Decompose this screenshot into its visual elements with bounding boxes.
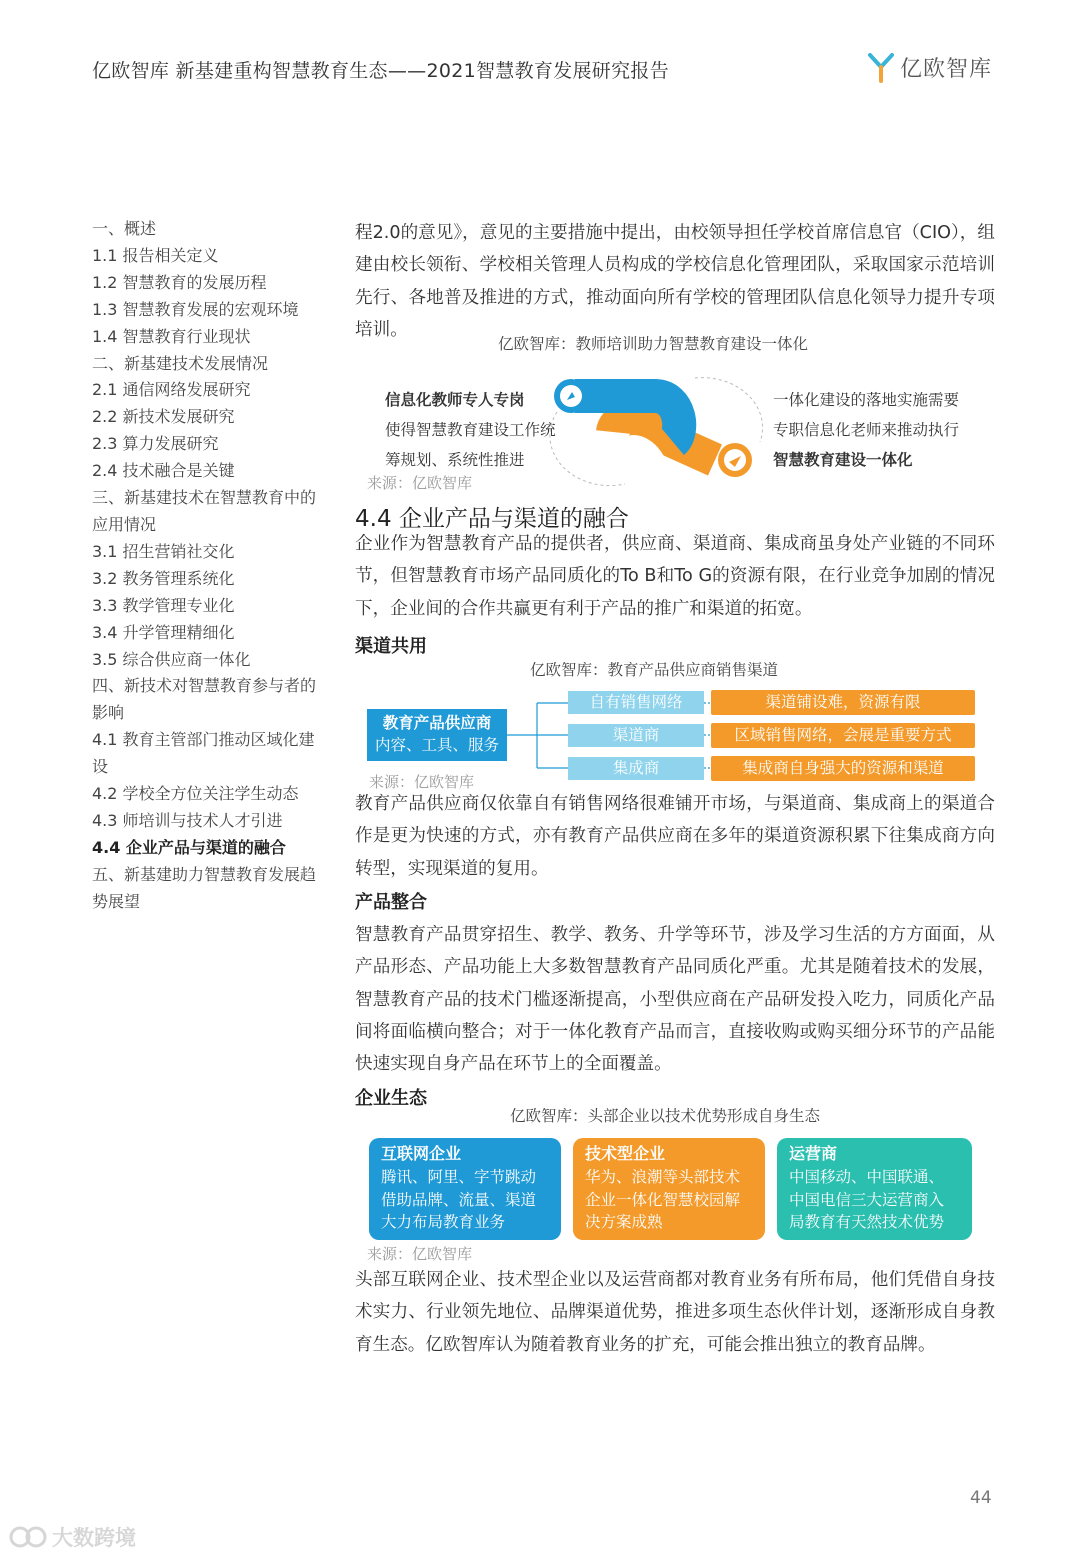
- watermark: [8, 1522, 136, 1552]
- channel-paragraph: 教育产品供应商仅依靠自有销售网络很难铺开市场，与渠道商、集成商上的渠道合作是更为快速的方式，亦有教育产品供应商在多年的渠道资源积累下往集成商方向转型，实现渠道的复用。: [355, 794, 995, 879]
- card-line: 腾讯、阿里、字节跳动: [381, 1168, 537, 1186]
- report-header-title: 亿欧智库 新基建重构智慧教育生态——2021智慧教育发展研究报告: [92, 60, 669, 82]
- card-line: 企业一体化智慧校园解: [585, 1190, 741, 1209]
- supplier-title: 教育产品供应商: [382, 714, 492, 732]
- figure1-source: 来源：亿欧智库: [367, 474, 473, 492]
- card-line: 决方案成熟: [585, 1213, 663, 1231]
- figure2-diagram: [355, 685, 995, 785]
- intro-paragraph: 程2.0的意见》，意见的主要措施中提出，由校领导担任学校首席信息官（CIO），组建由校长领衔、学校相关管理人员构成的学校信息化管理团队，采取国家示范培训先行、各地普及推进的方式，推动面向所有学校的管理团队信息化领导力提升专项培训。: [355, 223, 995, 340]
- channel-integrator: 集成商: [568, 757, 704, 780]
- logo-icon: [868, 53, 894, 83]
- toc-item[interactable]: 4.1 教育主管部门推动区域化建设: [92, 730, 315, 777]
- card-line: 局教育有天然技术优势: [789, 1213, 945, 1231]
- card-line: 中国电信三大运营商入: [789, 1190, 945, 1209]
- figure1-right-line1: 一体化建设的落地实施需要: [773, 391, 960, 409]
- toc-item[interactable]: 三、新基建技术在智慧教育中的应用情况: [92, 488, 317, 534]
- note-own-sales: 渠道铺设难，资源有限: [711, 690, 975, 715]
- note-integrator: 集成商自身强大的资源和渠道: [711, 756, 975, 781]
- channel-distributor: 渠道商: [568, 724, 704, 747]
- card-title: 互联网企业: [381, 1144, 462, 1163]
- toc-item[interactable]: 2.1 通信网络发展研究: [92, 380, 251, 400]
- figure1-right-line2: 专职信息化老师来推动执行: [773, 421, 960, 439]
- toc-item-active[interactable]: 4.4 企业产品与渠道的融合: [92, 837, 286, 857]
- toc-item[interactable]: 3.5 综合供应商一体化: [92, 649, 251, 669]
- figure1-left-line1: 使得智慧教育建设工作统: [385, 421, 556, 439]
- watermark-logo-icon: [8, 1524, 48, 1550]
- card-tech-companies: [573, 1138, 765, 1240]
- toc-item[interactable]: 4.3 师培训与技术人才引进: [92, 810, 283, 830]
- watermark-text: 大数跨境: [52, 1526, 136, 1550]
- ecosystem-paragraph: 头部互联网企业、技术型企业以及运营商都对教育业务有所布局，他们凭借自身技术实力、行业领先地位、品牌渠道优势，推进多项生态伙伴计划，逐渐形成自身教育生态。亿欧智库认为随着教育业务的扩充，可能会推出独立的教育品牌。: [355, 1270, 995, 1355]
- toc-item[interactable]: 3.2 教务管理系统化: [92, 568, 235, 588]
- toc-item[interactable]: 3.4 升学管理精细化: [92, 622, 235, 642]
- toc-item[interactable]: 1.4 智慧教育行业现状: [92, 326, 251, 346]
- brand-logo: [868, 52, 992, 83]
- toc-item[interactable]: 3.1 招生营销社交化: [92, 541, 235, 561]
- card-carriers: [777, 1138, 972, 1240]
- toc-item[interactable]: 4.2 学校全方位关注学生动态: [92, 784, 299, 804]
- ecosystem-heading: 企业生态: [355, 1088, 427, 1109]
- section-intro-paragraph: 企业作为智慧教育产品的提供者，供应商、渠道商、集成商虽身处产业链的不同环节，但智慧教育市场产品同质化的To B和To G的资源有限，在行业竞争加剧的情况下，企业间的合作共赢更有利于产品的推广和渠道的拓宽。: [355, 534, 995, 619]
- toc-item[interactable]: 四、新技术对智慧教育参与者的影响: [92, 676, 317, 723]
- toc-item[interactable]: 一、概述: [92, 219, 157, 238]
- toc-item[interactable]: 2.3 算力发展研究: [92, 434, 219, 454]
- card-internet-companies: [369, 1138, 561, 1240]
- toc-item[interactable]: 2.4 技术融合是关键: [92, 461, 235, 481]
- card-line: 华为、浪潮等头部技术: [585, 1168, 741, 1186]
- toc-item[interactable]: 2.2 新技术发展研究: [92, 407, 235, 427]
- toc-item[interactable]: 1.1 报告相关定义: [92, 245, 219, 265]
- toc-item[interactable]: 1.2 智慧教育的发展历程: [92, 272, 267, 292]
- figure1-left-heading: 信息化教师专人专岗: [385, 391, 525, 409]
- section-heading: 4.4 企业产品与渠道的融合: [355, 506, 629, 532]
- figure1-connector-graphic: [545, 372, 775, 492]
- product-paragraph: 智慧教育产品贯穿招生、教学、教务、升学等环节，涉及学习生活的方方面面，从产品形态、产品功能上大多数智慧教育产品同质化严重。尤其是随着技术的发展，智慧教育产品的技术门槛逐渐提高，小型供应商在产品研发投入吃力，同质化产品间将面临横向整合；对于一体化教育产品而言，直接收购或购买细分环节的产品能快速实现自身产品在环节上的全面覆盖。: [355, 925, 995, 1075]
- card-line: 借助品牌、流量、渠道: [381, 1190, 537, 1209]
- figure2-source: 来源：亿欧智库: [369, 773, 475, 791]
- card-line: 大力布局教育业务: [381, 1213, 506, 1231]
- card-title: 运营商: [789, 1144, 838, 1163]
- channel-own-sales: 自有销售网络: [568, 691, 704, 714]
- card-line: 中国移动、中国联通、: [789, 1168, 945, 1186]
- table-of-contents: [92, 216, 322, 916]
- figure2-title: 亿欧智库：教育产品供应商销售渠道: [530, 661, 779, 679]
- toc-item[interactable]: 二、新基建技术发展情况: [92, 353, 269, 373]
- card-title: 技术型企业: [585, 1144, 666, 1163]
- figure1-title: 亿欧智库：教师培训助力智慧教育建设一体化: [498, 335, 809, 353]
- toc-item[interactable]: 五、新基建助力智慧教育发展趋势展望: [92, 864, 317, 911]
- product-heading: 产品整合: [355, 892, 427, 913]
- page-number: 44: [970, 1488, 992, 1508]
- toc-item[interactable]: 3.3 教学管理专业化: [92, 595, 235, 615]
- toc-item[interactable]: 1.3 智慧教育发展的宏观环境: [92, 299, 299, 319]
- note-distributor: 区域销售网络，会展是重要方式: [711, 723, 975, 748]
- figure3-source: 来源：亿欧智库: [367, 1245, 473, 1263]
- channel-heading: 渠道共用: [355, 636, 427, 657]
- figure1-left-line2: 筹规划、系统性推进: [385, 451, 525, 469]
- logo-text: 亿欧智库: [900, 57, 993, 82]
- figure1-right-heading: 智慧教育建设一体化: [773, 451, 913, 469]
- figure3-title: 亿欧智库：头部企业以技术优势形成自身生态: [510, 1107, 821, 1125]
- supplier-subtitle: 内容、工具、服务: [374, 736, 499, 754]
